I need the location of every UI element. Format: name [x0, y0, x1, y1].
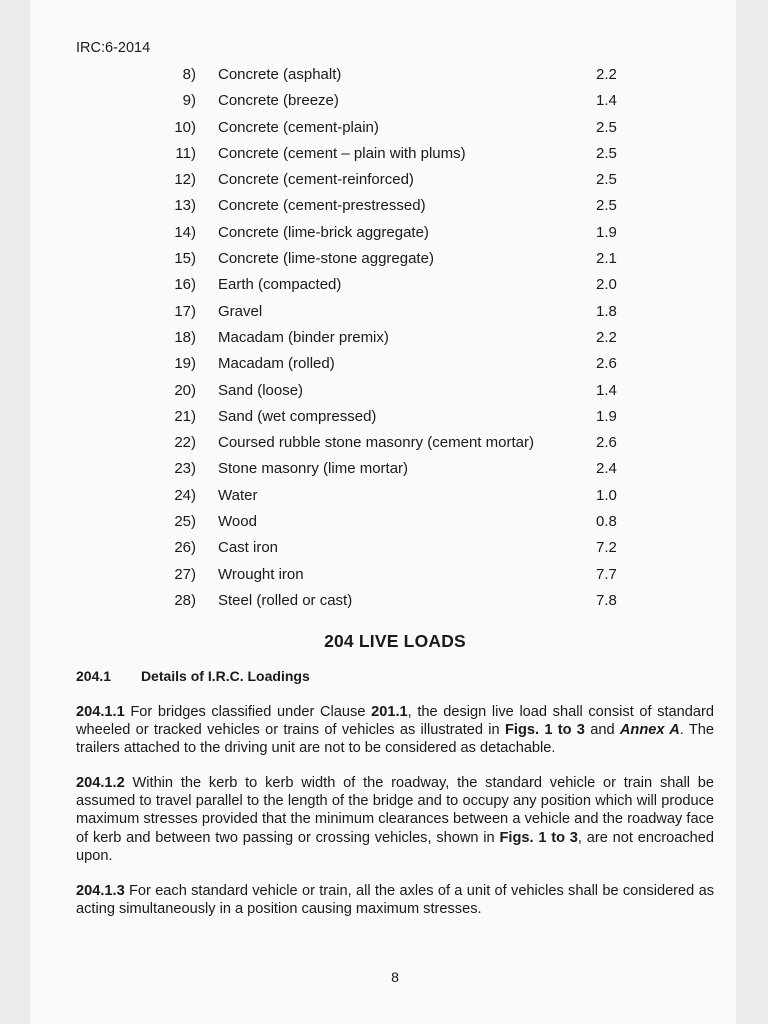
clause-number: 204.1.1: [76, 704, 125, 720]
row-number: 11): [175, 144, 196, 162]
material-name: Coursed rubble stone masonry (cement mortar): [218, 434, 534, 452]
table-row: [30, 404, 736, 430]
unit-weight-value: 1.8: [596, 302, 617, 320]
material-name: Concrete (cement-reinforced): [218, 171, 414, 189]
annex-reference: Annex A: [619, 722, 680, 739]
unit-weight-value: 7.7: [596, 565, 617, 583]
clause-204-1-1: [76, 703, 714, 758]
table-row: [30, 483, 736, 509]
row-number: 15): [174, 250, 196, 268]
material-name: Sand (loose): [218, 381, 304, 399]
table-row: [30, 588, 736, 614]
material-name: Steel (rolled or cast): [218, 591, 353, 609]
clause-number: 204.1.2: [76, 775, 125, 791]
figure-reference: Figs. 1 to 3: [504, 722, 585, 739]
table-row: [30, 115, 736, 141]
table-row: [30, 193, 736, 219]
clause-text: and: [584, 722, 620, 739]
unit-weight-value: 2.2: [596, 328, 617, 346]
material-name: Concrete (lime-brick aggregate): [218, 223, 429, 241]
table-row: [30, 167, 736, 193]
row-number: 26): [174, 539, 196, 557]
table-row: [30, 246, 736, 272]
row-number: 27): [174, 565, 196, 583]
clause-204-1-2: [76, 774, 714, 865]
row-number: 24): [174, 486, 196, 504]
table-row: [30, 509, 736, 535]
unit-weight-value: 2.0: [596, 276, 617, 294]
clause-text: For each standard vehicle or train, all the axles of a unit of vehicles shall be considered as acting simultaneously in a position causing maximum stresses.: [76, 883, 714, 918]
clause-text: , the design live load shall consist of standard wheeled or tracked vehicles or trains of vehicles as illustrated in: [76, 704, 715, 739]
table-row: [30, 299, 736, 325]
table-row: [30, 141, 736, 167]
row-number: 13): [174, 197, 196, 215]
unit-weight-value: 2.1: [596, 250, 617, 268]
table-row: [30, 88, 736, 114]
unit-weight-value: 2.5: [596, 144, 617, 162]
figure-reference: Figs. 1 to 3: [499, 829, 578, 846]
material-name: Wood: [218, 513, 257, 531]
material-name: Concrete (lime-stone aggregate): [218, 250, 434, 268]
row-number: 22): [174, 434, 196, 452]
unit-weight-value: 2.5: [596, 118, 617, 136]
unit-weight-value: 1.0: [596, 486, 617, 504]
material-name: Concrete (cement – plain with plums): [218, 144, 466, 162]
material-name: Stone masonry (lime mortar): [218, 460, 409, 478]
material-name: Concrete (cement-prestressed): [218, 197, 426, 215]
material-name: Earth (compacted): [218, 276, 342, 294]
row-number: 28): [174, 591, 196, 609]
material-name: Macadam (rolled): [218, 355, 335, 373]
unit-weight-value: 2.6: [596, 355, 617, 373]
row-number: 23): [174, 460, 196, 478]
sub-heading: [76, 668, 310, 684]
document-page: [30, 0, 736, 1024]
unit-weight-value: 7.8: [596, 591, 617, 609]
row-number: 10): [174, 118, 196, 136]
clause-text: For bridges classified under Clause: [124, 704, 372, 720]
row-number: 16): [174, 276, 196, 294]
unit-weight-value: 1.4: [596, 381, 617, 399]
row-number: 25): [174, 513, 196, 531]
sub-heading-number: 204.1: [76, 668, 112, 684]
row-number: 19): [174, 355, 196, 373]
row-number: 9): [182, 92, 196, 110]
row-number: 20): [174, 381, 196, 399]
table-row: [30, 562, 736, 588]
clause-204-1-3: [76, 882, 714, 918]
material-name: Wrought iron: [218, 565, 304, 583]
table-row: [30, 62, 736, 88]
table-row: [30, 351, 736, 377]
row-number: 18): [174, 328, 196, 346]
material-name: Water: [218, 486, 258, 504]
unit-weight-value: 2.5: [596, 171, 617, 189]
material-name: Cast iron: [218, 539, 279, 557]
material-name: Macadam (binder premix): [218, 328, 389, 346]
row-number: 8): [182, 66, 196, 83]
clause-text: , are not encroached upon.: [76, 829, 715, 864]
clause-text: Within the kerb to kerb width of the roadway, the standard vehicle or train shall be assumed to travel parallel to the length of the bridge and to occupy any position which will produce maximum stresses provided that the minimum clearances between a vehicle and the roadway face of kerb and between two passing or crossing vehicles, shown in: [76, 775, 714, 846]
unit-weight-value: 1.4: [596, 92, 617, 110]
table-row: [30, 456, 736, 482]
material-name: Gravel: [218, 302, 263, 320]
table-row: [30, 325, 736, 351]
material-name: Concrete (asphalt): [218, 66, 342, 83]
material-name: Concrete (breeze): [218, 92, 339, 110]
table-row: [30, 220, 736, 246]
unit-weight-value: 2.6: [596, 434, 617, 452]
page-number: 8: [391, 969, 399, 985]
section-heading: 204 LIVE LOADS: [324, 631, 466, 651]
unit-weight-value: 1.9: [596, 223, 617, 241]
unit-weight-value: 2.4: [596, 460, 617, 478]
sub-heading-title: Details of I.R.C. Loadings: [140, 668, 310, 684]
table-row: [30, 272, 736, 298]
unit-weight-value: 7.2: [596, 539, 617, 557]
table-row: [30, 430, 736, 456]
material-name: Concrete (cement-plain): [218, 118, 379, 136]
row-number: 17): [174, 302, 196, 320]
row-number: 12): [174, 171, 196, 189]
table-row: [30, 378, 736, 404]
clause-number: 204.1.3: [76, 883, 125, 899]
table-row: [30, 535, 736, 561]
unit-weight-value: 2.5: [596, 197, 617, 215]
document-code: IRC:6-2014: [76, 40, 151, 56]
row-number: 21): [174, 407, 196, 425]
row-number: 14): [174, 223, 196, 241]
clause-text: . The trailers attached to the driving unit are not to be considered as detachable.: [76, 722, 715, 757]
material-name: Sand (wet compressed): [218, 407, 377, 425]
unit-weight-value: 1.9: [596, 407, 617, 425]
unit-weight-value: 0.8: [596, 513, 617, 531]
unit-weight-value: 2.2: [596, 66, 617, 83]
unit-weight-table: [30, 62, 736, 614]
clause-reference: 201.1: [371, 704, 408, 720]
